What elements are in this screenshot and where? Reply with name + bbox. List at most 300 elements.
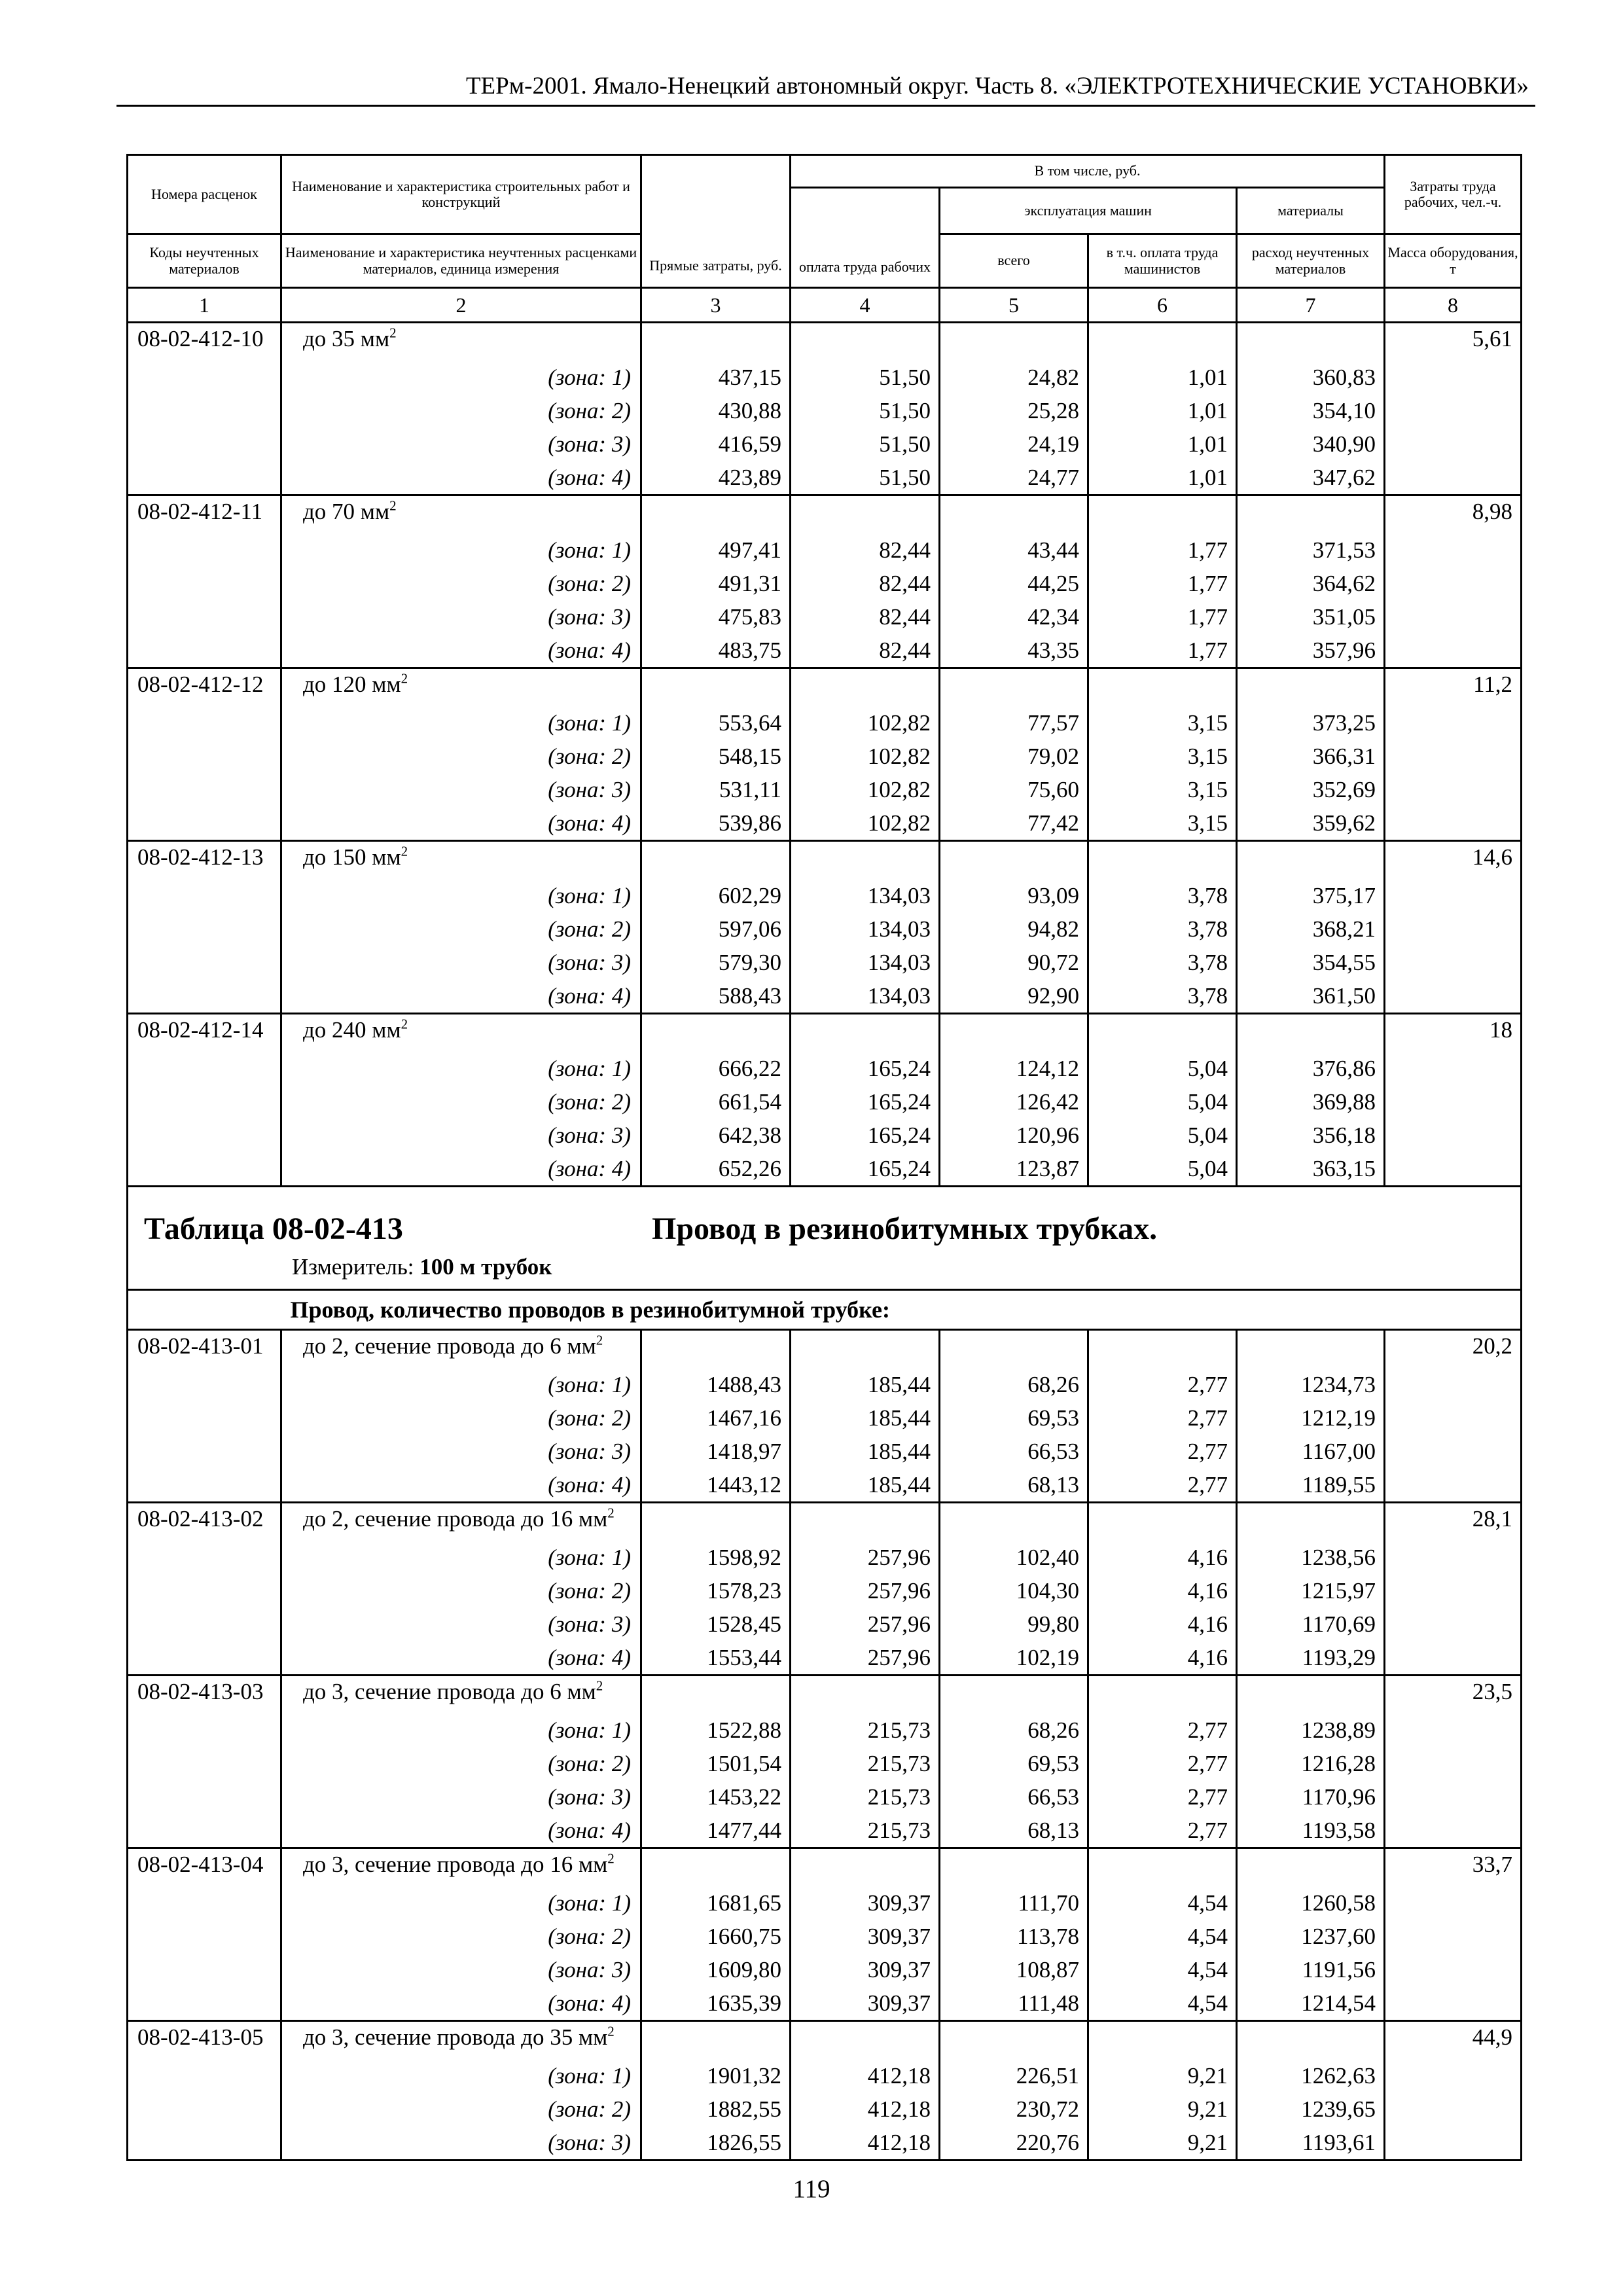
rate-equipment-mass: 44,9 — [1385, 2021, 1522, 2060]
header-codes-materials: Коды неучтенных материалов — [128, 234, 281, 288]
rate-name — [281, 495, 641, 534]
empty-cell — [1385, 706, 1522, 740]
zone-label: (зона: 4) — [281, 461, 641, 495]
empty-cell — [128, 1290, 281, 1330]
empty-cell — [1385, 740, 1522, 773]
materials-value: 352,69 — [1237, 773, 1385, 806]
zone-label: (зона: 1) — [281, 1886, 641, 1920]
operators-pay-value: 3,15 — [1088, 706, 1237, 740]
zone-label: (зона: 2) — [281, 1747, 641, 1780]
materials-value: 361,50 — [1237, 979, 1385, 1014]
operators-pay-value: 1,77 — [1088, 533, 1237, 567]
direct-costs-value: 423,89 — [641, 461, 791, 495]
labor-pay-value: 134,03 — [791, 879, 940, 912]
machines-total-value: 68,13 — [940, 1468, 1088, 1503]
empty-cell — [791, 495, 940, 534]
rate-equipment-mass: 11,2 — [1385, 668, 1522, 707]
table-title: Провод в резинобитумных трубках. — [652, 1211, 1158, 1246]
labor-pay-value: 257,96 — [791, 1541, 940, 1574]
empty-cell — [791, 668, 940, 707]
empty-cell — [1385, 2092, 1522, 2126]
zone-label: (зона: 3) — [281, 1953, 641, 1986]
rate-code: 08-02-413-05 — [128, 2021, 281, 2161]
labor-pay-value: 185,44 — [791, 1368, 940, 1401]
labor-pay-value: 82,44 — [791, 567, 940, 600]
machines-total-value: 94,82 — [940, 912, 1088, 946]
empty-cell — [1088, 1848, 1237, 1887]
operators-pay-value: 3,78 — [1088, 879, 1237, 912]
header-machines: эксплуатация машин — [940, 188, 1237, 234]
zone-label: (зона: 4) — [281, 1986, 641, 2021]
materials-value: 1238,56 — [1237, 1541, 1385, 1574]
zone-row — [128, 706, 1522, 740]
empty-cell — [940, 1014, 1088, 1052]
machines-total-value: 42,34 — [940, 600, 1088, 634]
empty-cell — [1088, 2021, 1237, 2060]
machines-total-value: 226,51 — [940, 2059, 1088, 2092]
header-materials-unaccounted: расход неучтенных материалов — [1237, 234, 1385, 288]
zone-label: (зона: 2) — [281, 1574, 641, 1607]
column-number: 4 — [791, 288, 940, 323]
labor-pay-value: 412,18 — [791, 2126, 940, 2161]
empty-cell — [940, 323, 1088, 361]
group-label: Провод, количество проводов в резинобитумной трубке: — [281, 1290, 1522, 1330]
empty-cell — [1237, 1848, 1385, 1887]
empty-cell — [1385, 2059, 1522, 2092]
rate-name-superscript: 2 — [607, 1850, 615, 1867]
machines-total-value: 25,28 — [940, 394, 1088, 427]
zone-label: (зона: 2) — [281, 740, 641, 773]
labor-pay-value: 82,44 — [791, 634, 940, 668]
materials-value: 1262,63 — [1237, 2059, 1385, 2092]
empty-cell — [1385, 427, 1522, 461]
empty-cell — [1385, 1814, 1522, 1848]
empty-cell — [1237, 668, 1385, 707]
empty-cell — [641, 1676, 791, 1714]
zone-row — [128, 1814, 1522, 1848]
rate-header-row — [128, 668, 1522, 707]
zone-label: (зона: 1) — [281, 706, 641, 740]
direct-costs-value: 597,06 — [641, 912, 791, 946]
column-number: 7 — [1237, 288, 1385, 323]
machines-total-value: 69,53 — [940, 1401, 1088, 1435]
operators-pay-value: 9,21 — [1088, 2059, 1237, 2092]
rate-name-text: до 150 мм — [303, 844, 401, 870]
rate-code: 08-02-412-10 — [128, 323, 281, 495]
rate-name-text: до 70 мм — [303, 499, 390, 524]
empty-cell — [1385, 946, 1522, 979]
zone-row — [128, 394, 1522, 427]
machines-total-value: 77,57 — [940, 706, 1088, 740]
zone-row — [128, 946, 1522, 979]
zone-row — [128, 1886, 1522, 1920]
materials-value: 354,10 — [1237, 394, 1385, 427]
labor-pay-value: 185,44 — [791, 1435, 940, 1468]
operators-pay-value: 2,77 — [1088, 1368, 1237, 1401]
empty-cell — [641, 1330, 791, 1369]
machines-total-value: 90,72 — [940, 946, 1088, 979]
rate-name — [281, 2021, 641, 2060]
column-number: 1 — [128, 288, 281, 323]
column-number: 2 — [281, 288, 641, 323]
labor-pay-value: 134,03 — [791, 946, 940, 979]
empty-cell — [641, 668, 791, 707]
materials-value: 376,86 — [1237, 1052, 1385, 1085]
machines-total-value: 69,53 — [940, 1747, 1088, 1780]
direct-costs-value: 1609,80 — [641, 1953, 791, 1986]
rate-header-row — [128, 1848, 1522, 1887]
rate-code: 08-02-413-04 — [128, 1848, 281, 2021]
machines-total-value: 102,19 — [940, 1641, 1088, 1676]
rate-name — [281, 1503, 641, 1541]
empty-cell — [1385, 1052, 1522, 1085]
measure-value: 100 м трубок — [419, 1254, 552, 1280]
rate-name-text: до 240 мм — [303, 1017, 401, 1043]
header-materials: материалы — [1237, 188, 1385, 234]
empty-cell — [641, 495, 791, 534]
zone-row — [128, 1920, 1522, 1953]
operators-pay-value: 2,77 — [1088, 1435, 1237, 1468]
table-title-row — [128, 1187, 1522, 1290]
zone-row — [128, 1574, 1522, 1607]
machines-total-value: 123,87 — [940, 1152, 1088, 1187]
zone-row — [128, 600, 1522, 634]
empty-cell — [641, 1014, 791, 1052]
empty-cell — [940, 1676, 1088, 1714]
empty-cell — [1385, 1986, 1522, 2021]
direct-costs-value: 1553,44 — [641, 1641, 791, 1676]
zone-row — [128, 1713, 1522, 1747]
zone-row — [128, 461, 1522, 495]
zone-row — [128, 2059, 1522, 2092]
labor-pay-value: 215,73 — [791, 1814, 940, 1848]
operators-pay-value: 5,04 — [1088, 1052, 1237, 1085]
materials-value: 1238,89 — [1237, 1713, 1385, 1747]
machines-total-value: 66,53 — [940, 1435, 1088, 1468]
materials-value: 368,21 — [1237, 912, 1385, 946]
empty-cell — [1385, 1713, 1522, 1747]
labor-pay-value: 412,18 — [791, 2092, 940, 2126]
rate-code: 08-02-412-13 — [128, 841, 281, 1014]
empty-cell — [641, 2021, 791, 2060]
machines-total-value: 68,13 — [940, 1814, 1088, 1848]
empty-cell — [1237, 1503, 1385, 1541]
empty-cell — [641, 1503, 791, 1541]
rate-header-row — [128, 495, 1522, 534]
rate-name — [281, 1330, 641, 1369]
empty-cell — [1385, 1953, 1522, 1986]
rate-header-row — [128, 1014, 1522, 1052]
materials-value: 1167,00 — [1237, 1435, 1385, 1468]
operators-pay-value: 4,16 — [1088, 1641, 1237, 1676]
materials-value: 1260,58 — [1237, 1886, 1385, 1920]
labor-pay-value: 82,44 — [791, 533, 940, 567]
zone-label: (зона: 3) — [281, 1780, 641, 1814]
zone-label: (зона: 2) — [281, 1920, 641, 1953]
zone-label: (зона: 4) — [281, 979, 641, 1014]
empty-cell — [1385, 533, 1522, 567]
direct-costs-value: 666,22 — [641, 1052, 791, 1085]
empty-cell — [1385, 1607, 1522, 1641]
zone-row — [128, 1085, 1522, 1119]
direct-costs-value: 1467,16 — [641, 1401, 791, 1435]
direct-costs-value: 1901,32 — [641, 2059, 791, 2092]
empty-cell — [1385, 1641, 1522, 1676]
zone-row — [128, 912, 1522, 946]
empty-cell — [1385, 1780, 1522, 1814]
operators-pay-value: 3,15 — [1088, 740, 1237, 773]
zone-label: (зона: 1) — [281, 2059, 641, 2092]
rate-name-text: до 3, сечение провода до 16 мм — [303, 1852, 608, 1877]
empty-cell — [940, 495, 1088, 534]
running-header-title: ТЕРм-2001. Ямало-Ненецкий автономный округ. Часть 8. «ЭЛЕКТРОТЕХНИЧЕСКИЕ УСТАНОВКИ» — [465, 73, 1529, 99]
rate-name-text: до 3, сечение провода до 35 мм — [303, 2024, 608, 2050]
empty-cell — [1385, 461, 1522, 495]
zone-row — [128, 1368, 1522, 1401]
empty-cell — [1385, 879, 1522, 912]
operators-pay-value: 5,04 — [1088, 1085, 1237, 1119]
labor-pay-value: 215,73 — [791, 1780, 940, 1814]
materials-value: 1193,61 — [1237, 2126, 1385, 2161]
empty-cell — [1385, 1401, 1522, 1435]
empty-cell — [1088, 1503, 1237, 1541]
zone-row — [128, 1747, 1522, 1780]
operators-pay-value: 4,54 — [1088, 1953, 1237, 1986]
direct-costs-value: 652,26 — [641, 1152, 791, 1187]
empty-cell — [1385, 1368, 1522, 1401]
materials-value: 1193,29 — [1237, 1641, 1385, 1676]
header-equipment-mass: Масса оборудования, т — [1385, 233, 1520, 287]
direct-costs-value: 1578,23 — [641, 1574, 791, 1607]
labor-pay-value: 102,82 — [791, 806, 940, 841]
empty-cell — [1385, 806, 1522, 841]
rate-name — [281, 1676, 641, 1714]
labor-pay-value: 165,24 — [791, 1085, 940, 1119]
zone-label: (зона: 3) — [281, 1119, 641, 1152]
zone-row — [128, 1986, 1522, 2021]
machines-total-value: 120,96 — [940, 1119, 1088, 1152]
machines-total-value: 111,48 — [940, 1986, 1088, 2021]
empty-cell — [791, 1330, 940, 1369]
zone-label: (зона: 4) — [281, 1152, 641, 1187]
rate-equipment-mass: 14,6 — [1385, 841, 1522, 880]
labor-pay-value: 257,96 — [791, 1574, 940, 1607]
operators-pay-value: 9,21 — [1088, 2092, 1237, 2126]
zone-row — [128, 1541, 1522, 1574]
materials-value: 1215,97 — [1237, 1574, 1385, 1607]
direct-costs-value: 483,75 — [641, 634, 791, 668]
labor-pay-value: 102,82 — [791, 740, 940, 773]
operators-pay-value: 4,54 — [1088, 1920, 1237, 1953]
empty-cell — [1237, 1676, 1385, 1714]
empty-cell — [1237, 495, 1385, 534]
machines-total-value: 43,35 — [940, 634, 1088, 668]
column-number: 3 — [641, 288, 791, 323]
direct-costs-value: 642,38 — [641, 1119, 791, 1152]
rate-code: 08-02-412-12 — [128, 668, 281, 841]
empty-cell — [791, 1848, 940, 1887]
materials-value: 373,25 — [1237, 706, 1385, 740]
labor-pay-value: 257,96 — [791, 1641, 940, 1676]
empty-cell — [1385, 1119, 1522, 1152]
zone-label: (зона: 4) — [281, 634, 641, 668]
operators-pay-value: 2,77 — [1088, 1713, 1237, 1747]
direct-costs-value: 1522,88 — [641, 1713, 791, 1747]
machines-total-value: 102,40 — [940, 1541, 1088, 1574]
zone-row — [128, 361, 1522, 394]
zone-label: (зона: 4) — [281, 806, 641, 841]
direct-costs-value: 1660,75 — [641, 1920, 791, 1953]
machines-total-value: 104,30 — [940, 1574, 1088, 1607]
machines-total-value: 43,44 — [940, 533, 1088, 567]
materials-value: 369,88 — [1237, 1085, 1385, 1119]
operators-pay-value: 1,77 — [1088, 634, 1237, 668]
direct-costs-value: 1453,22 — [641, 1780, 791, 1814]
labor-pay-value: 165,24 — [791, 1052, 940, 1085]
materials-value: 347,62 — [1237, 461, 1385, 495]
empty-cell — [1088, 1014, 1237, 1052]
table-number: Таблица 08-02-413 — [144, 1211, 403, 1246]
materials-value: 1193,58 — [1237, 1814, 1385, 1848]
direct-costs-value: 1443,12 — [641, 1468, 791, 1503]
rate-code: 08-02-413-01 — [128, 1330, 281, 1503]
machines-total-value: 79,02 — [940, 740, 1088, 773]
labor-pay-value: 165,24 — [791, 1152, 940, 1187]
labor-pay-value: 215,73 — [791, 1747, 940, 1780]
header-rate-numbers: Номера расценок — [128, 155, 281, 234]
direct-costs-value: 1528,45 — [641, 1607, 791, 1641]
operators-pay-value: 3,78 — [1088, 979, 1237, 1014]
empty-cell — [1385, 567, 1522, 600]
zone-row — [128, 533, 1522, 567]
materials-value: 1214,54 — [1237, 1986, 1385, 2021]
materials-value: 356,18 — [1237, 1119, 1385, 1152]
operators-pay-value: 1,01 — [1088, 461, 1237, 495]
empty-cell — [1088, 495, 1237, 534]
materials-value: 1189,55 — [1237, 1468, 1385, 1503]
empty-cell — [1385, 1920, 1522, 1953]
rate-name-superscript: 2 — [401, 843, 408, 859]
direct-costs-value: 1681,65 — [641, 1886, 791, 1920]
labor-pay-value: 51,50 — [791, 361, 940, 394]
zone-row — [128, 879, 1522, 912]
zone-label: (зона: 3) — [281, 2126, 641, 2161]
zone-label: (зона: 3) — [281, 1435, 641, 1468]
rate-header-row — [128, 1676, 1522, 1714]
direct-costs-value: 579,30 — [641, 946, 791, 979]
zone-row — [128, 427, 1522, 461]
rate-name — [281, 841, 641, 880]
empty-cell — [940, 841, 1088, 880]
column-number: 6 — [1088, 288, 1237, 323]
zone-label: (зона: 2) — [281, 394, 641, 427]
zone-row — [128, 1607, 1522, 1641]
labor-pay-value: 102,82 — [791, 773, 940, 806]
machines-total-value: 77,42 — [940, 806, 1088, 841]
zone-label: (зона: 1) — [281, 533, 641, 567]
rate-code: 08-02-412-14 — [128, 1014, 281, 1187]
rate-name-superscript: 2 — [607, 2023, 615, 2039]
operators-pay-value: 1,01 — [1088, 361, 1237, 394]
empty-cell — [791, 323, 940, 361]
direct-costs-value: 416,59 — [641, 427, 791, 461]
empty-cell — [641, 323, 791, 361]
operators-pay-value: 1,77 — [1088, 600, 1237, 634]
machines-total-value: 24,82 — [940, 361, 1088, 394]
labor-pay-value: 185,44 — [791, 1468, 940, 1503]
materials-value: 357,96 — [1237, 634, 1385, 668]
header-name-materials: Наименование и характеристика неучтенных расценками материалов, единица измерения — [281, 234, 641, 288]
rate-name-text: до 35 мм — [303, 326, 390, 351]
labor-pay-value: 412,18 — [791, 2059, 940, 2092]
zone-row — [128, 1953, 1522, 1986]
empty-cell — [791, 1503, 940, 1541]
labor-pay-value: 309,37 — [791, 1886, 940, 1920]
empty-cell — [940, 668, 1088, 707]
zone-row — [128, 1052, 1522, 1085]
zone-label: (зона: 2) — [281, 2092, 641, 2126]
rate-header-row — [128, 1503, 1522, 1541]
rate-code: 08-02-413-02 — [128, 1503, 281, 1676]
zone-label: (зона: 1) — [281, 361, 641, 394]
materials-value: 375,17 — [1237, 879, 1385, 912]
empty-cell — [1237, 1014, 1385, 1052]
empty-cell — [1385, 1574, 1522, 1607]
rate-name — [281, 1848, 641, 1887]
rate-header-row — [128, 2021, 1522, 2060]
header-labor-pay: оплата труда рабочих — [791, 188, 940, 288]
rate-name-superscript: 2 — [596, 1677, 603, 1694]
zone-label: (зона: 4) — [281, 1641, 641, 1676]
direct-costs-value: 430,88 — [641, 394, 791, 427]
operators-pay-value: 4,16 — [1088, 1607, 1237, 1641]
direct-costs-value: 1501,54 — [641, 1747, 791, 1780]
labor-pay-value: 134,03 — [791, 912, 940, 946]
rate-name — [281, 1014, 641, 1052]
labor-pay-value: 51,50 — [791, 427, 940, 461]
materials-value: 351,05 — [1237, 600, 1385, 634]
zone-label: (зона: 2) — [281, 1401, 641, 1435]
empty-cell — [1088, 841, 1237, 880]
machines-total-value: 108,87 — [940, 1953, 1088, 1986]
empty-cell — [1385, 361, 1522, 394]
machines-total-value: 75,60 — [940, 773, 1088, 806]
operators-pay-value: 3,78 — [1088, 912, 1237, 946]
empty-cell — [1385, 979, 1522, 1014]
machines-total-value: 111,70 — [940, 1886, 1088, 1920]
empty-cell — [940, 2021, 1088, 2060]
direct-costs-value: 1418,97 — [641, 1435, 791, 1468]
materials-value: 1237,60 — [1237, 1920, 1385, 1953]
rate-equipment-mass: 5,61 — [1385, 323, 1522, 361]
page-number: 119 — [793, 2175, 830, 2203]
zone-row — [128, 773, 1522, 806]
direct-costs-value: 553,64 — [641, 706, 791, 740]
operators-pay-value: 2,77 — [1088, 1468, 1237, 1503]
column-number: 5 — [940, 288, 1088, 323]
rate-header-row — [128, 323, 1522, 361]
empty-cell — [1385, 600, 1522, 634]
machines-total-value: 99,80 — [940, 1607, 1088, 1641]
direct-costs-value: 661,54 — [641, 1085, 791, 1119]
machines-total-value: 113,78 — [940, 1920, 1088, 1953]
empty-cell — [791, 1014, 940, 1052]
labor-pay-value: 309,37 — [791, 1953, 940, 1986]
labor-pay-value: 51,50 — [791, 461, 940, 495]
operators-pay-value: 2,77 — [1088, 1747, 1237, 1780]
rate-name-text: до 2, сечение провода до 16 мм — [303, 1506, 608, 1532]
labor-pay-value: 51,50 — [791, 394, 940, 427]
